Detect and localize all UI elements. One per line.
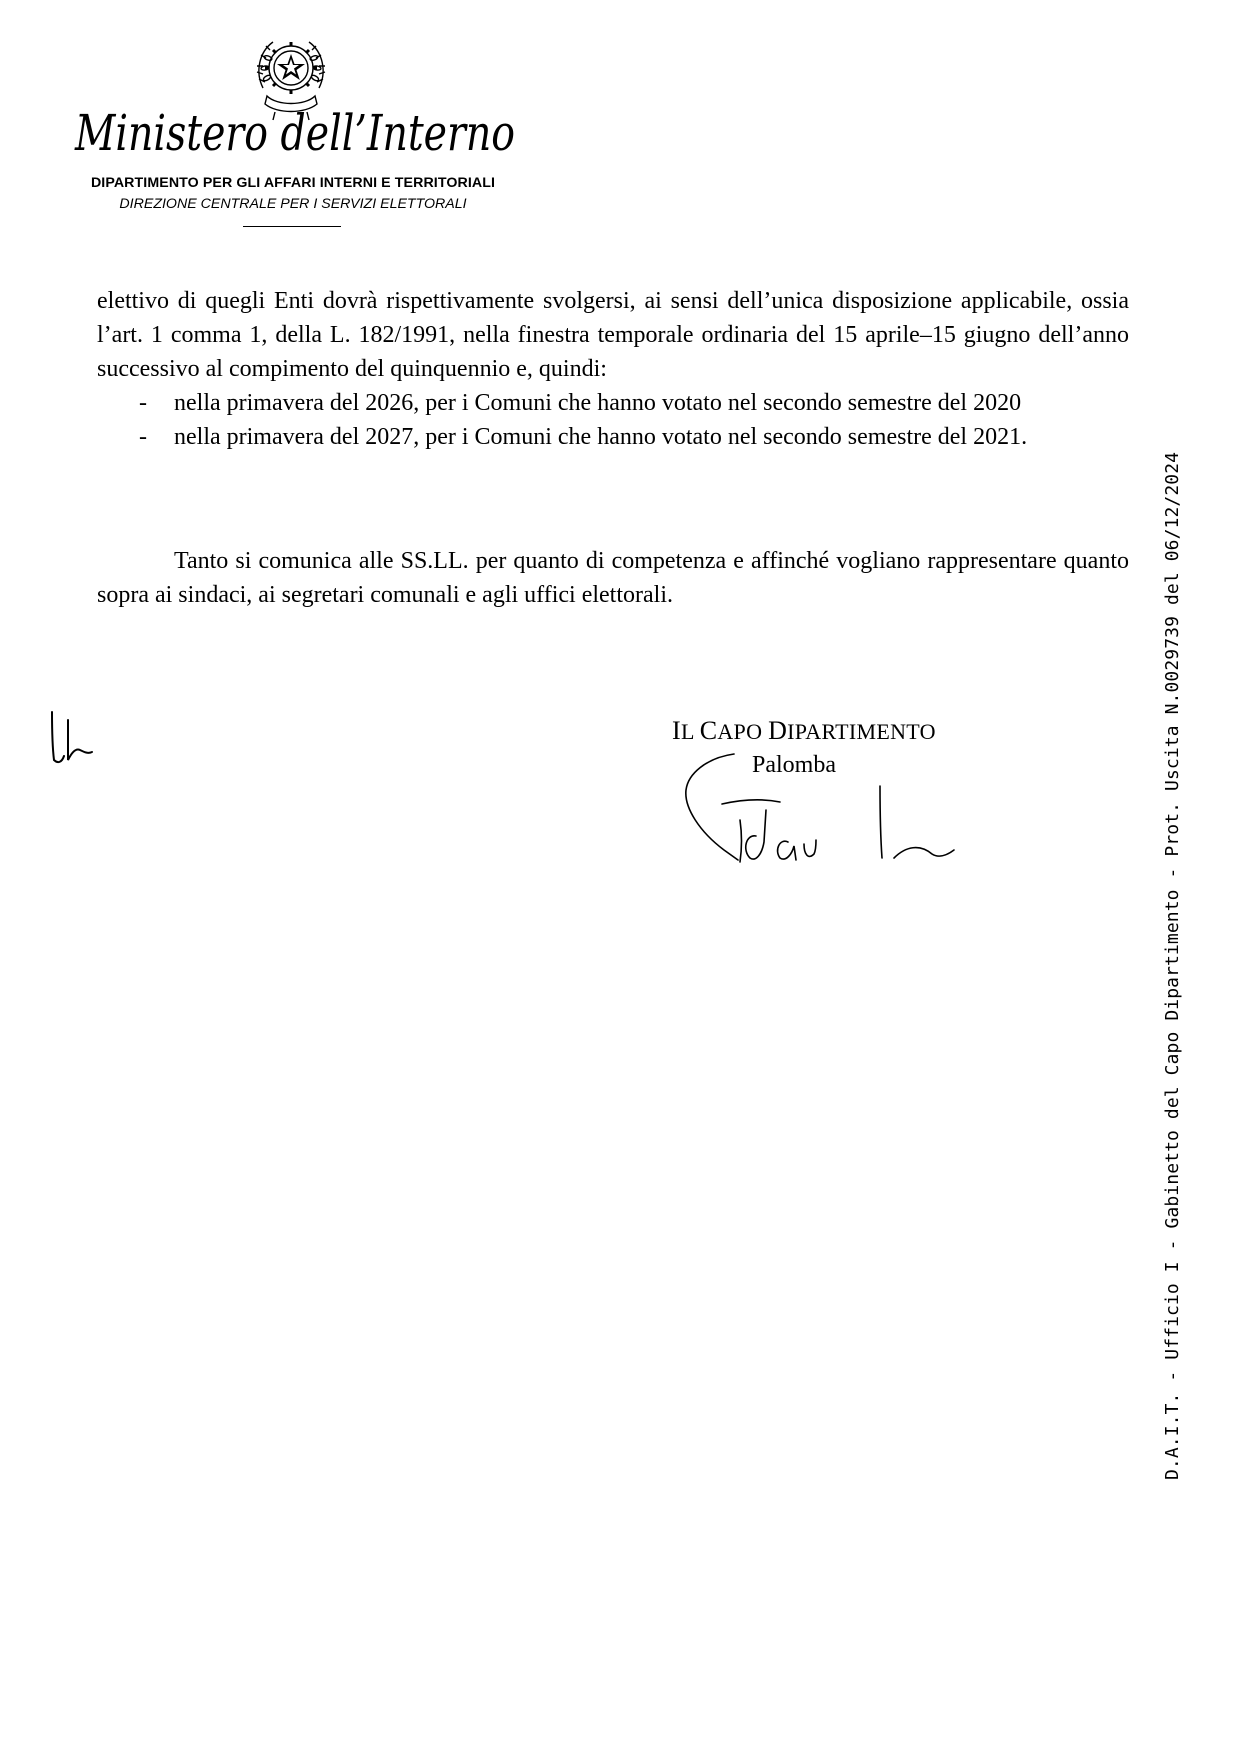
header-divider (243, 226, 341, 227)
list-marker: - (139, 424, 147, 450)
department-name: DIPARTIMENTO PER GLI AFFARI INTERNI E TERRITORIALI (90, 175, 496, 191)
directorate-name: DIREZIONE CENTRALE PER I SERVIZI ELETTORALI (119, 196, 467, 212)
elections-list (97, 386, 1129, 454)
list-item-text: nella primavera del 2027, per i Comuni che hanno votato nel secondo semestre del 2021. (174, 424, 1028, 450)
signatory-title: IL CAPO DIPARTIMENTO (672, 716, 936, 745)
list-item-text: nella primavera del 2026, per i Comuni che hanno votato nel secondo semestre del 2020 (174, 390, 1022, 416)
signatory-name: Palomba (752, 752, 836, 778)
body-paragraph-2: Tanto si comunica alle SS.LL. per quanto di competenza e affinché vogliano rappresentare quanto sopra ai sindaci, ai segretari comunali e agli uffici elettorali. (97, 548, 1129, 608)
body-paragraph-1: elettivo di quegli Enti dovrà rispettivamente svolgersi, ai sensi dell’unica disposizione applicabile, ossia l’art. 1 comma 1, della L. 182/1991, nella finestra temporale ordinaria del 15 aprile–15 giugno dell’anno successivo al compimento del quinquennio e, quindi: (97, 288, 1129, 382)
list-item (97, 386, 1129, 420)
list-marker: - (139, 390, 147, 416)
handwritten-initials (46, 708, 98, 768)
protocol-stamp: D.A.I.T. - Ufficio I - Gabinetto del Capo Dipartimento - Prot. Uscita N.0029739 del 06/12/2024 (1162, 451, 1183, 1480)
ministry-name-logo (60, 100, 530, 166)
svg-text:Ministero dell’Interno: Ministero dell’Interno (74, 104, 516, 162)
list-item (97, 420, 1129, 454)
handwritten-signature (676, 750, 966, 880)
